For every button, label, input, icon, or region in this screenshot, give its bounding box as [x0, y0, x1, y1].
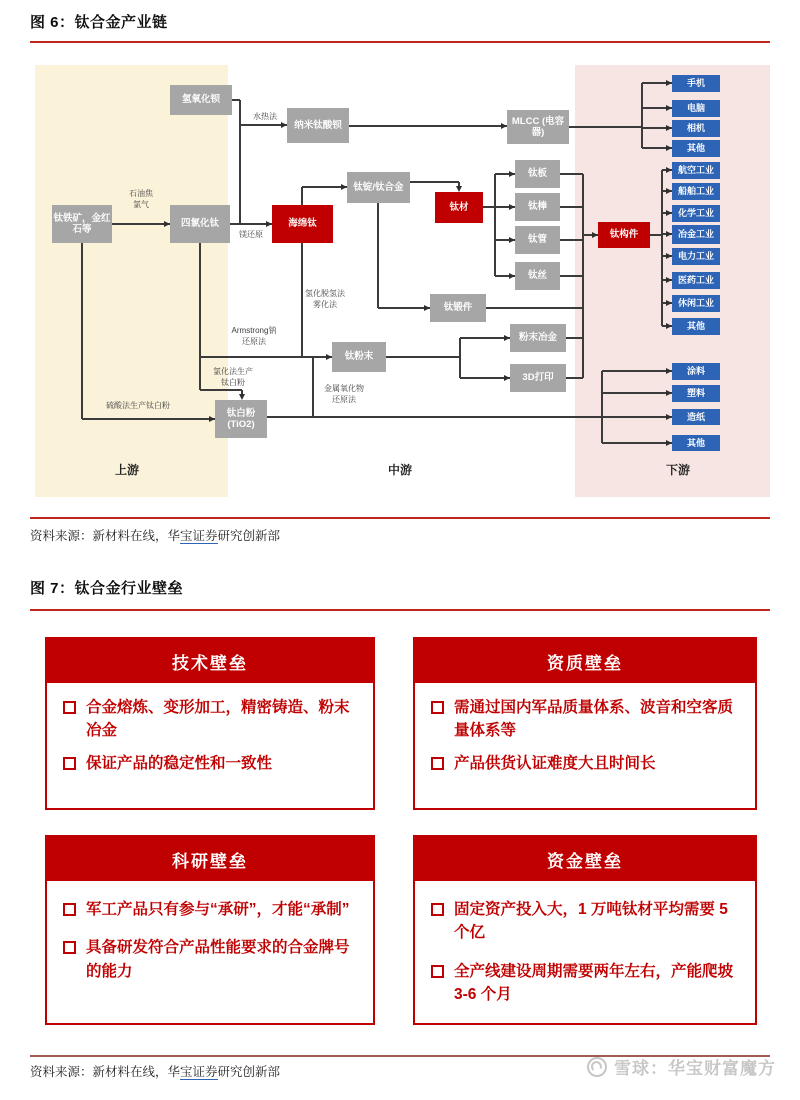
flow-line — [378, 307, 430, 308]
label-sulfate-process: 硫酸法生产钛白粉 — [106, 401, 170, 410]
label-line: 雾化法 — [313, 299, 337, 309]
node-plate: 钛板 — [515, 160, 560, 188]
square-bullet-icon — [431, 757, 444, 770]
node-tube: 钛管 — [515, 226, 560, 254]
barrier-title: 技术壁垒 — [47, 639, 373, 683]
source-text: 研究创新部 — [217, 529, 281, 543]
barriers-grid — [40, 628, 760, 1028]
node-ticl4: 四氯化钛 — [170, 205, 230, 243]
node-barium-hydroxide: 氢氧化钡 — [170, 85, 232, 115]
label-chloride-process — [205, 367, 261, 389]
label-line: Armstrong钠 — [231, 326, 277, 335]
barrier-item-text: 具备研发符合产品性能要求的合金牌号的能力 — [86, 939, 350, 980]
square-bullet-icon — [63, 757, 76, 770]
fig6-title: 图 6：钛合金产业链 — [30, 14, 168, 31]
label-line: 钛白粉 — [221, 377, 245, 387]
flow-line — [483, 206, 495, 207]
barrier-item-text: 产品供货认证难度大且时间长 — [454, 754, 656, 772]
node-sponge-titanium: 海绵钛 — [272, 205, 333, 243]
barrier-item — [61, 752, 357, 775]
barrier-item — [429, 752, 739, 775]
node-wire: 钛丝 — [515, 262, 560, 290]
flow-line — [460, 337, 510, 338]
barrier-body — [415, 683, 755, 790]
square-bullet-icon — [63, 903, 76, 916]
node-aviation: 航空工业 — [672, 162, 720, 179]
node-rod: 钛棒 — [515, 193, 560, 221]
barrier-item-text: 军工产品只有参与“承研”，才能“承制” — [86, 901, 350, 918]
zone-label-midstream: 中游 — [387, 463, 412, 477]
barrier-item — [61, 696, 357, 743]
node-coating: 涂料 — [672, 363, 720, 380]
flow-line — [566, 377, 583, 378]
node-other-tio2: 其他 — [672, 435, 720, 451]
source-text: 资料来源：新材料在线，华 — [30, 1065, 181, 1079]
node-other-industry: 其他 — [672, 318, 720, 335]
flow-line — [349, 125, 507, 126]
node-phone: 手机 — [672, 75, 720, 92]
flow-line — [82, 418, 215, 419]
flow-line — [239, 100, 240, 224]
label-line: 石油焦 — [129, 189, 153, 198]
barrier-title: 资质壁垒 — [415, 639, 755, 683]
node-powder-metallurgy: 粉末冶金 — [510, 324, 566, 352]
node-power: 电力工业 — [672, 248, 720, 265]
barrier-item — [61, 898, 357, 921]
xueqiu-watermark — [586, 1054, 776, 1079]
node-3d-printing: 3D打印 — [510, 364, 566, 392]
footer-source — [30, 1062, 280, 1080]
flow-line — [650, 234, 662, 235]
source-link[interactable]: 宝证券 — [180, 1065, 218, 1079]
xueqiu-logo-icon — [586, 1056, 608, 1078]
flow-line — [386, 356, 460, 357]
flow-line — [569, 126, 642, 127]
flow-line — [459, 338, 460, 378]
barrier-body — [415, 881, 755, 1027]
barrier-item-text: 保证产品的稳定性和一致性 — [86, 754, 273, 772]
flow-line — [486, 307, 583, 308]
zone-label-upstream: 上游 — [114, 463, 139, 477]
barrier-item — [61, 936, 357, 983]
label-hydrothermal: 水热法 — [253, 112, 277, 121]
flow-line — [566, 337, 583, 338]
flow-line — [460, 377, 510, 378]
barrier-box-capital — [413, 835, 757, 1025]
square-bullet-icon — [431, 701, 444, 714]
divider — [30, 517, 770, 519]
barrier-title: 资金壁垒 — [415, 837, 755, 881]
node-tio2: 钛白粉 (TiO2) — [215, 400, 267, 438]
node-ingot: 钛锭/钛合金 — [347, 172, 410, 203]
label-petroleum-coke — [118, 189, 164, 211]
divider — [30, 609, 770, 611]
barrier-box-qualification — [413, 637, 757, 810]
barrier-item-text: 固定资产投入大，1 万吨钛材平均需要 5 个亿 — [454, 901, 728, 942]
node-shipbuilding: 船舶工业 — [672, 183, 720, 200]
barrier-item — [429, 696, 739, 743]
node-paper: 造纸 — [672, 409, 720, 425]
barrier-item-text: 全产线建设周期需要两年左右，产能爬坡 3-6 个月 — [454, 962, 734, 1003]
flow-line — [312, 357, 313, 418]
label-oxide-reduction — [316, 384, 372, 406]
flow-line — [81, 243, 82, 419]
node-mlcc: MLCC (电容器) — [507, 110, 569, 144]
flow-line — [560, 173, 583, 174]
fig7-title: 图 7：钛合金行业壁垒 — [30, 580, 184, 597]
label-mg-reduction: 镁还原 — [239, 230, 263, 239]
flow-line — [200, 389, 242, 390]
node-other-consumer: 其他 — [672, 140, 720, 157]
node-metallurgy: 冶金工业 — [672, 225, 720, 244]
flow-line — [602, 442, 672, 443]
node-titanium-ore: 钛铁矿，金红石等 — [52, 205, 112, 243]
barrier-body — [47, 881, 373, 1004]
watermark-text: 雪球：华宝财富魔方 — [614, 1059, 776, 1078]
barrier-box-research — [45, 835, 375, 1025]
node-pharma: 医药工业 — [672, 272, 720, 289]
label-line: 氢化脱氢法 — [305, 289, 345, 298]
node-nano-barium-titanate: 纳米钛酸钡 — [287, 108, 349, 143]
flow-line — [410, 181, 459, 182]
flow-line — [267, 416, 602, 417]
source-text: 资料来源：新材料在线，华 — [30, 529, 181, 543]
barrier-title: 科研壁垒 — [47, 837, 373, 881]
zone-label-downstream: 下游 — [665, 463, 690, 477]
node-component: 钛构件 — [598, 222, 650, 248]
source-link[interactable]: 宝证券 — [180, 529, 218, 543]
flow-line — [199, 243, 200, 390]
flow-line — [560, 206, 583, 207]
node-computer: 电脑 — [672, 100, 720, 117]
square-bullet-icon — [63, 941, 76, 954]
flow-line — [602, 370, 672, 371]
divider — [30, 41, 770, 43]
flow-line — [240, 124, 287, 125]
flow-line — [641, 83, 642, 148]
flow-line — [377, 203, 378, 308]
node-chemical: 化学工业 — [672, 205, 720, 222]
flow-line — [301, 187, 302, 205]
label-line: 还原法 — [332, 394, 356, 404]
barrier-item-text: 需通过国内军品质量体系、波音和空客质量体系等 — [454, 699, 734, 740]
barrier-body — [47, 683, 373, 790]
barrier-item — [429, 898, 739, 945]
industry-chain-diagram — [30, 62, 770, 500]
node-camera: 相机 — [672, 120, 720, 137]
label-line: 金属氧化物 — [324, 384, 364, 393]
barrier-item — [429, 960, 739, 1007]
source-text: 研究创新部 — [217, 1065, 281, 1079]
fig6-source — [30, 526, 280, 544]
barrier-item-text: 合金熔炼、变形加工，精密铸造、粉末冶金 — [86, 699, 350, 740]
flow-line — [661, 170, 662, 326]
barrier-box-technology — [45, 637, 375, 810]
flow-line — [601, 371, 602, 443]
flow-line — [112, 223, 170, 224]
label-line: 还原法 — [242, 336, 266, 346]
node-ti-powder: 钛粉末 — [332, 342, 386, 372]
node-leisure: 休闲工业 — [672, 295, 720, 312]
flow-line — [560, 239, 583, 240]
label-armstrong — [218, 326, 290, 348]
square-bullet-icon — [431, 903, 444, 916]
flow-line — [602, 416, 672, 417]
flow-line — [582, 174, 583, 378]
flow-line — [494, 174, 495, 276]
node-forging: 钛锻件 — [430, 294, 486, 322]
square-bullet-icon — [431, 965, 444, 978]
label-line: 氯气 — [133, 199, 149, 209]
label-hdh-atomization — [290, 289, 360, 311]
square-bullet-icon — [63, 701, 76, 714]
node-mill-products: 钛材 — [435, 192, 483, 223]
flow-line — [560, 275, 583, 276]
flow-line — [602, 392, 672, 393]
label-line: 氯化法生产 — [213, 367, 253, 376]
node-plastic: 塑料 — [672, 385, 720, 402]
